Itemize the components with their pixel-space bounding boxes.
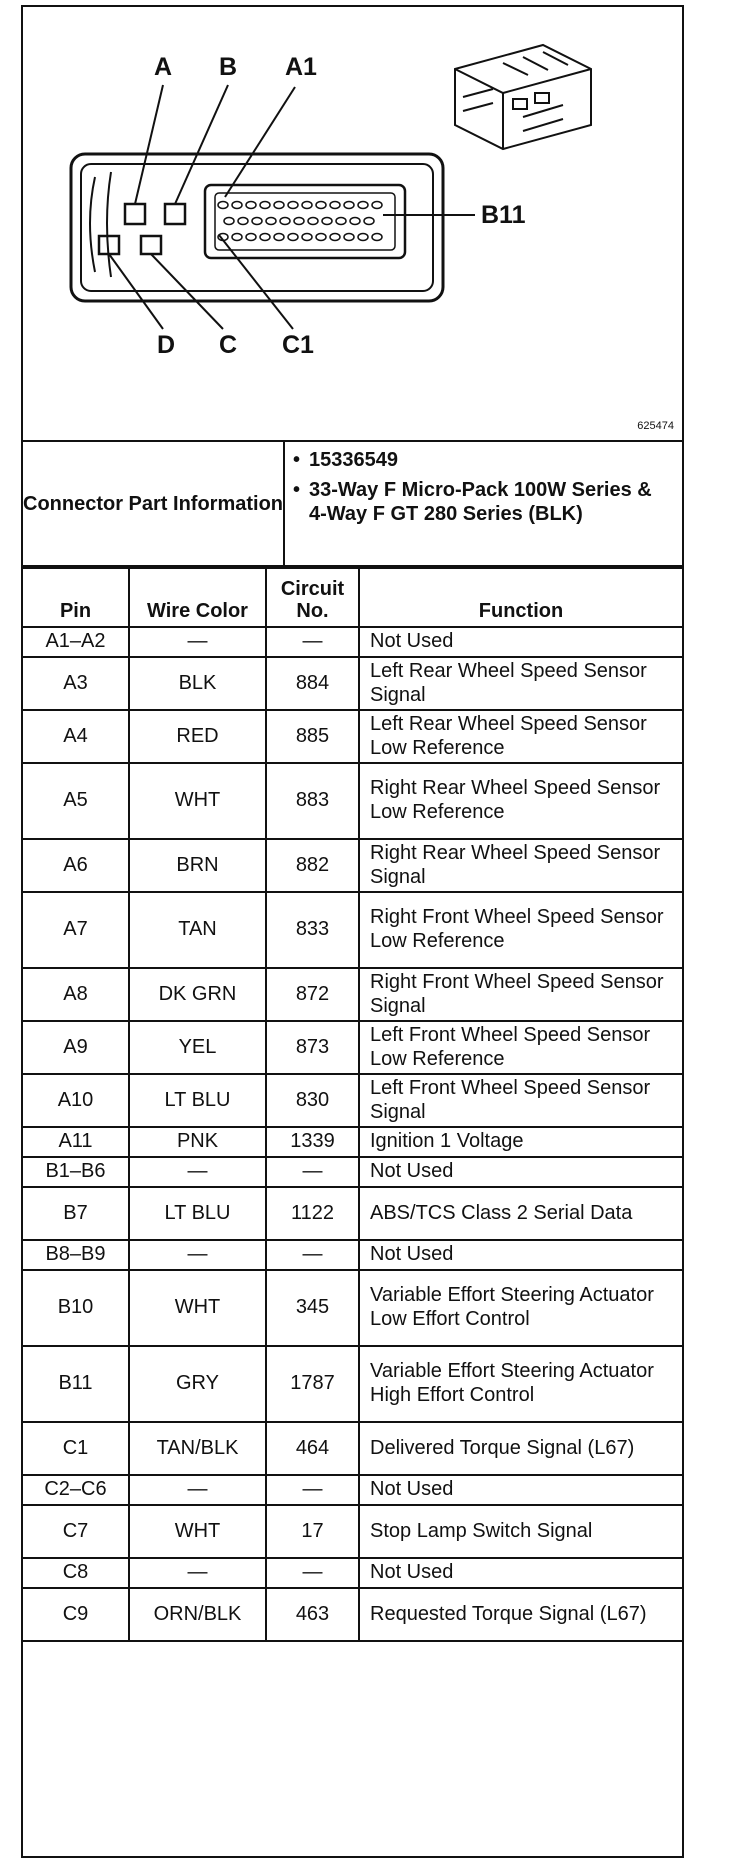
callout-b11: B11 <box>481 201 526 229</box>
pin-cell: A3 <box>23 657 129 710</box>
circuit-cell: 833 <box>266 892 359 968</box>
pin-cavity <box>330 234 340 241</box>
wire-color-cell: RED <box>129 710 266 763</box>
pin-cell: C2–C6 <box>23 1475 129 1505</box>
wire-color-cell: BRN <box>129 839 266 892</box>
micro-pack-block <box>205 185 405 258</box>
wire-color-cell: WHT <box>129 763 266 839</box>
pin-cavity <box>308 218 318 225</box>
table-row <box>23 1157 682 1187</box>
function-cell: Not Used <box>359 1475 682 1505</box>
wire-color-cell: — <box>129 1558 266 1588</box>
header-wire-color: Wire Color <box>129 568 266 627</box>
pin-cavity <box>350 218 360 225</box>
table-row <box>23 1074 682 1127</box>
circuit-cell: — <box>266 1157 359 1187</box>
connector-info-label: Connector Part Information <box>23 442 285 565</box>
pin-cell: A11 <box>23 1127 129 1157</box>
pin-cavity <box>288 234 298 241</box>
circuit-cell: 1122 <box>266 1187 359 1240</box>
callout-a1: A1 <box>285 53 317 81</box>
pin-cell: A8 <box>23 968 129 1021</box>
function-cell: Delivered Torque Signal (L67) <box>359 1422 682 1475</box>
circuit-cell: 1339 <box>266 1127 359 1157</box>
function-cell: Not Used <box>359 1558 682 1588</box>
wire-color-cell: — <box>129 1157 266 1187</box>
pin-cavity <box>322 218 332 225</box>
pin-cavity <box>330 202 340 209</box>
table-row <box>23 1021 682 1074</box>
wire-color-cell: TAN/BLK <box>129 1422 266 1475</box>
leader-c1 <box>219 235 293 329</box>
table-row <box>23 1505 682 1558</box>
wire-color-cell: — <box>129 627 266 657</box>
function-cell: Variable Effort Steering Actuator High Effort Control <box>359 1346 682 1422</box>
pin-cavity <box>344 234 354 241</box>
pin-cavity <box>218 202 228 209</box>
table-row <box>23 839 682 892</box>
pin-cell: A4 <box>23 710 129 763</box>
part-number-item <box>293 448 674 472</box>
pin-cell: C9 <box>23 1588 129 1641</box>
micro-pack-pins <box>218 202 382 241</box>
pin-table <box>23 567 682 1642</box>
connector-end-view-sheet <box>21 5 684 1858</box>
circuit-cell: 17 <box>266 1505 359 1558</box>
wire-color-cell: — <box>129 1240 266 1270</box>
function-cell: Right Rear Wheel Speed Sensor Signal <box>359 839 682 892</box>
header-pin: Pin <box>23 568 129 627</box>
circuit-cell: 873 <box>266 1021 359 1074</box>
table-row <box>23 968 682 1021</box>
pin-cell: B1–B6 <box>23 1157 129 1187</box>
function-cell: Left Rear Wheel Speed Sensor Low Reference <box>359 710 682 763</box>
wire-color-cell: — <box>129 1475 266 1505</box>
pin-cavity <box>358 202 368 209</box>
pin-cavity <box>316 234 326 241</box>
callout-a: A <box>154 53 173 81</box>
table-row <box>23 1588 682 1641</box>
wire-color-cell: YEL <box>129 1021 266 1074</box>
pin-cell: A9 <box>23 1021 129 1074</box>
table-row <box>23 892 682 968</box>
function-cell: Not Used <box>359 1240 682 1270</box>
function-cell: Not Used <box>359 1157 682 1187</box>
table-row <box>23 627 682 657</box>
table-row <box>23 1127 682 1157</box>
pin-cavity <box>246 234 256 241</box>
function-cell: Requested Torque Signal (L67) <box>359 1588 682 1641</box>
header-function: Function <box>359 568 682 627</box>
pin-cell: C1 <box>23 1422 129 1475</box>
pin-cell: A1–A2 <box>23 627 129 657</box>
pin-cavity <box>372 202 382 209</box>
wire-color-cell: PNK <box>129 1127 266 1157</box>
table-row <box>23 710 682 763</box>
wire-color-cell: WHT <box>129 1505 266 1558</box>
connector-description-item <box>293 478 674 526</box>
pin-cavity <box>294 218 304 225</box>
table-row <box>23 1240 682 1270</box>
circuit-cell: — <box>266 1475 359 1505</box>
wire-color-cell: WHT <box>129 1270 266 1346</box>
header-circuit-no: Circuit No. <box>266 568 359 627</box>
function-cell: Right Front Wheel Speed Sensor Signal <box>359 968 682 1021</box>
table-row <box>23 1475 682 1505</box>
function-cell: Ignition 1 Voltage <box>359 1127 682 1157</box>
leader-a <box>135 85 163 204</box>
pin-cavity <box>274 234 284 241</box>
pin-cell: B10 <box>23 1270 129 1346</box>
connector-part-information <box>23 442 682 567</box>
wire-color-cell: LT BLU <box>129 1187 266 1240</box>
circuit-cell: 885 <box>266 710 359 763</box>
pin-cavity <box>274 202 284 209</box>
pin-cell: B11 <box>23 1346 129 1422</box>
callout-d: D <box>157 331 176 359</box>
function-cell: Stop Lamp Switch Signal <box>359 1505 682 1558</box>
connector-shroud <box>81 164 433 291</box>
pin-cell: B7 <box>23 1187 129 1240</box>
callout-c1: C1 <box>282 331 314 359</box>
part-number: 15336549 <box>309 449 398 471</box>
pin-cavity <box>232 202 242 209</box>
cavity-b <box>165 204 185 224</box>
wire-color-cell: LT BLU <box>129 1074 266 1127</box>
table-row <box>23 1187 682 1240</box>
pin-cavity <box>336 218 346 225</box>
wire-color-cell: GRY <box>129 1346 266 1422</box>
function-cell: Left Front Wheel Speed Sensor Signal <box>359 1074 682 1127</box>
circuit-cell: 883 <box>266 763 359 839</box>
pin-cavity <box>302 234 312 241</box>
function-cell: Right Rear Wheel Speed Sensor Low Reference <box>359 763 682 839</box>
callout-c: C <box>219 331 238 359</box>
pin-cavity <box>266 218 276 225</box>
bullet-icon: • <box>293 449 301 471</box>
pin-cavity <box>232 234 242 241</box>
pin-cavity <box>288 202 298 209</box>
pin-cell: A5 <box>23 763 129 839</box>
pin-table-header <box>23 568 682 627</box>
circuit-cell: 345 <box>266 1270 359 1346</box>
table-row <box>23 1346 682 1422</box>
function-cell: Right Front Wheel Speed Sensor Low Reference <box>359 892 682 968</box>
circuit-cell: 463 <box>266 1588 359 1641</box>
function-cell: Left Front Wheel Speed Sensor Low Reference <box>359 1021 682 1074</box>
pin-cavity <box>372 234 382 241</box>
table-row <box>23 1558 682 1588</box>
pin-cavity <box>260 202 270 209</box>
pin-cavity <box>238 218 248 225</box>
pin-cavity <box>344 202 354 209</box>
function-cell: Variable Effort Steering Actuator Low Effort Control <box>359 1270 682 1346</box>
circuit-cell: — <box>266 1558 359 1588</box>
table-row <box>23 1422 682 1475</box>
connector-iso-sketch <box>455 45 591 149</box>
circuit-cell: 464 <box>266 1422 359 1475</box>
circuit-cell: — <box>266 627 359 657</box>
circuit-cell: 882 <box>266 839 359 892</box>
wire-color-cell: BLK <box>129 657 266 710</box>
wire-color-cell: DK GRN <box>129 968 266 1021</box>
pin-cavity <box>302 202 312 209</box>
cavity-c <box>141 236 161 254</box>
pin-cell: A10 <box>23 1074 129 1127</box>
table-row <box>23 763 682 839</box>
connector-drawing <box>23 7 681 439</box>
circuit-cell: 884 <box>266 657 359 710</box>
circuit-cell: 830 <box>266 1074 359 1127</box>
wire-color-cell: TAN <box>129 892 266 968</box>
pin-cell: B8–B9 <box>23 1240 129 1270</box>
pin-cavity <box>316 202 326 209</box>
pin-cell: C8 <box>23 1558 129 1588</box>
circuit-cell: — <box>266 1240 359 1270</box>
pin-cavity <box>252 218 262 225</box>
callout-b: B <box>219 53 238 81</box>
pin-cavity <box>224 218 234 225</box>
wire-color-cell: ORN/BLK <box>129 1588 266 1641</box>
pin-cell: C7 <box>23 1505 129 1558</box>
bullet-icon: • <box>293 479 301 501</box>
pin-cell: A6 <box>23 839 129 892</box>
cavity-a <box>125 204 145 224</box>
connector-seal <box>90 172 111 277</box>
pin-cell: A7 <box>23 892 129 968</box>
pin-cavity <box>364 218 374 225</box>
function-cell: ABS/TCS Class 2 Serial Data <box>359 1187 682 1240</box>
connector-description: 33-Way F Micro-Pack 100W Series & 4-Way F GT 280 Series (BLK) <box>309 479 652 525</box>
circuit-cell: 1787 <box>266 1346 359 1422</box>
circuit-cell: 872 <box>266 968 359 1021</box>
connector-info-details <box>293 448 674 532</box>
connector-figure <box>23 7 682 442</box>
function-cell: Not Used <box>359 627 682 657</box>
pin-cavity <box>260 234 270 241</box>
table-row <box>23 657 682 710</box>
function-cell: Left Rear Wheel Speed Sensor Signal <box>359 657 682 710</box>
table-row <box>23 1270 682 1346</box>
pin-cavity <box>280 218 290 225</box>
leader-a1 <box>225 87 295 197</box>
figure-id: 625474 <box>637 420 674 432</box>
pin-cavity <box>358 234 368 241</box>
pin-cavity <box>246 202 256 209</box>
